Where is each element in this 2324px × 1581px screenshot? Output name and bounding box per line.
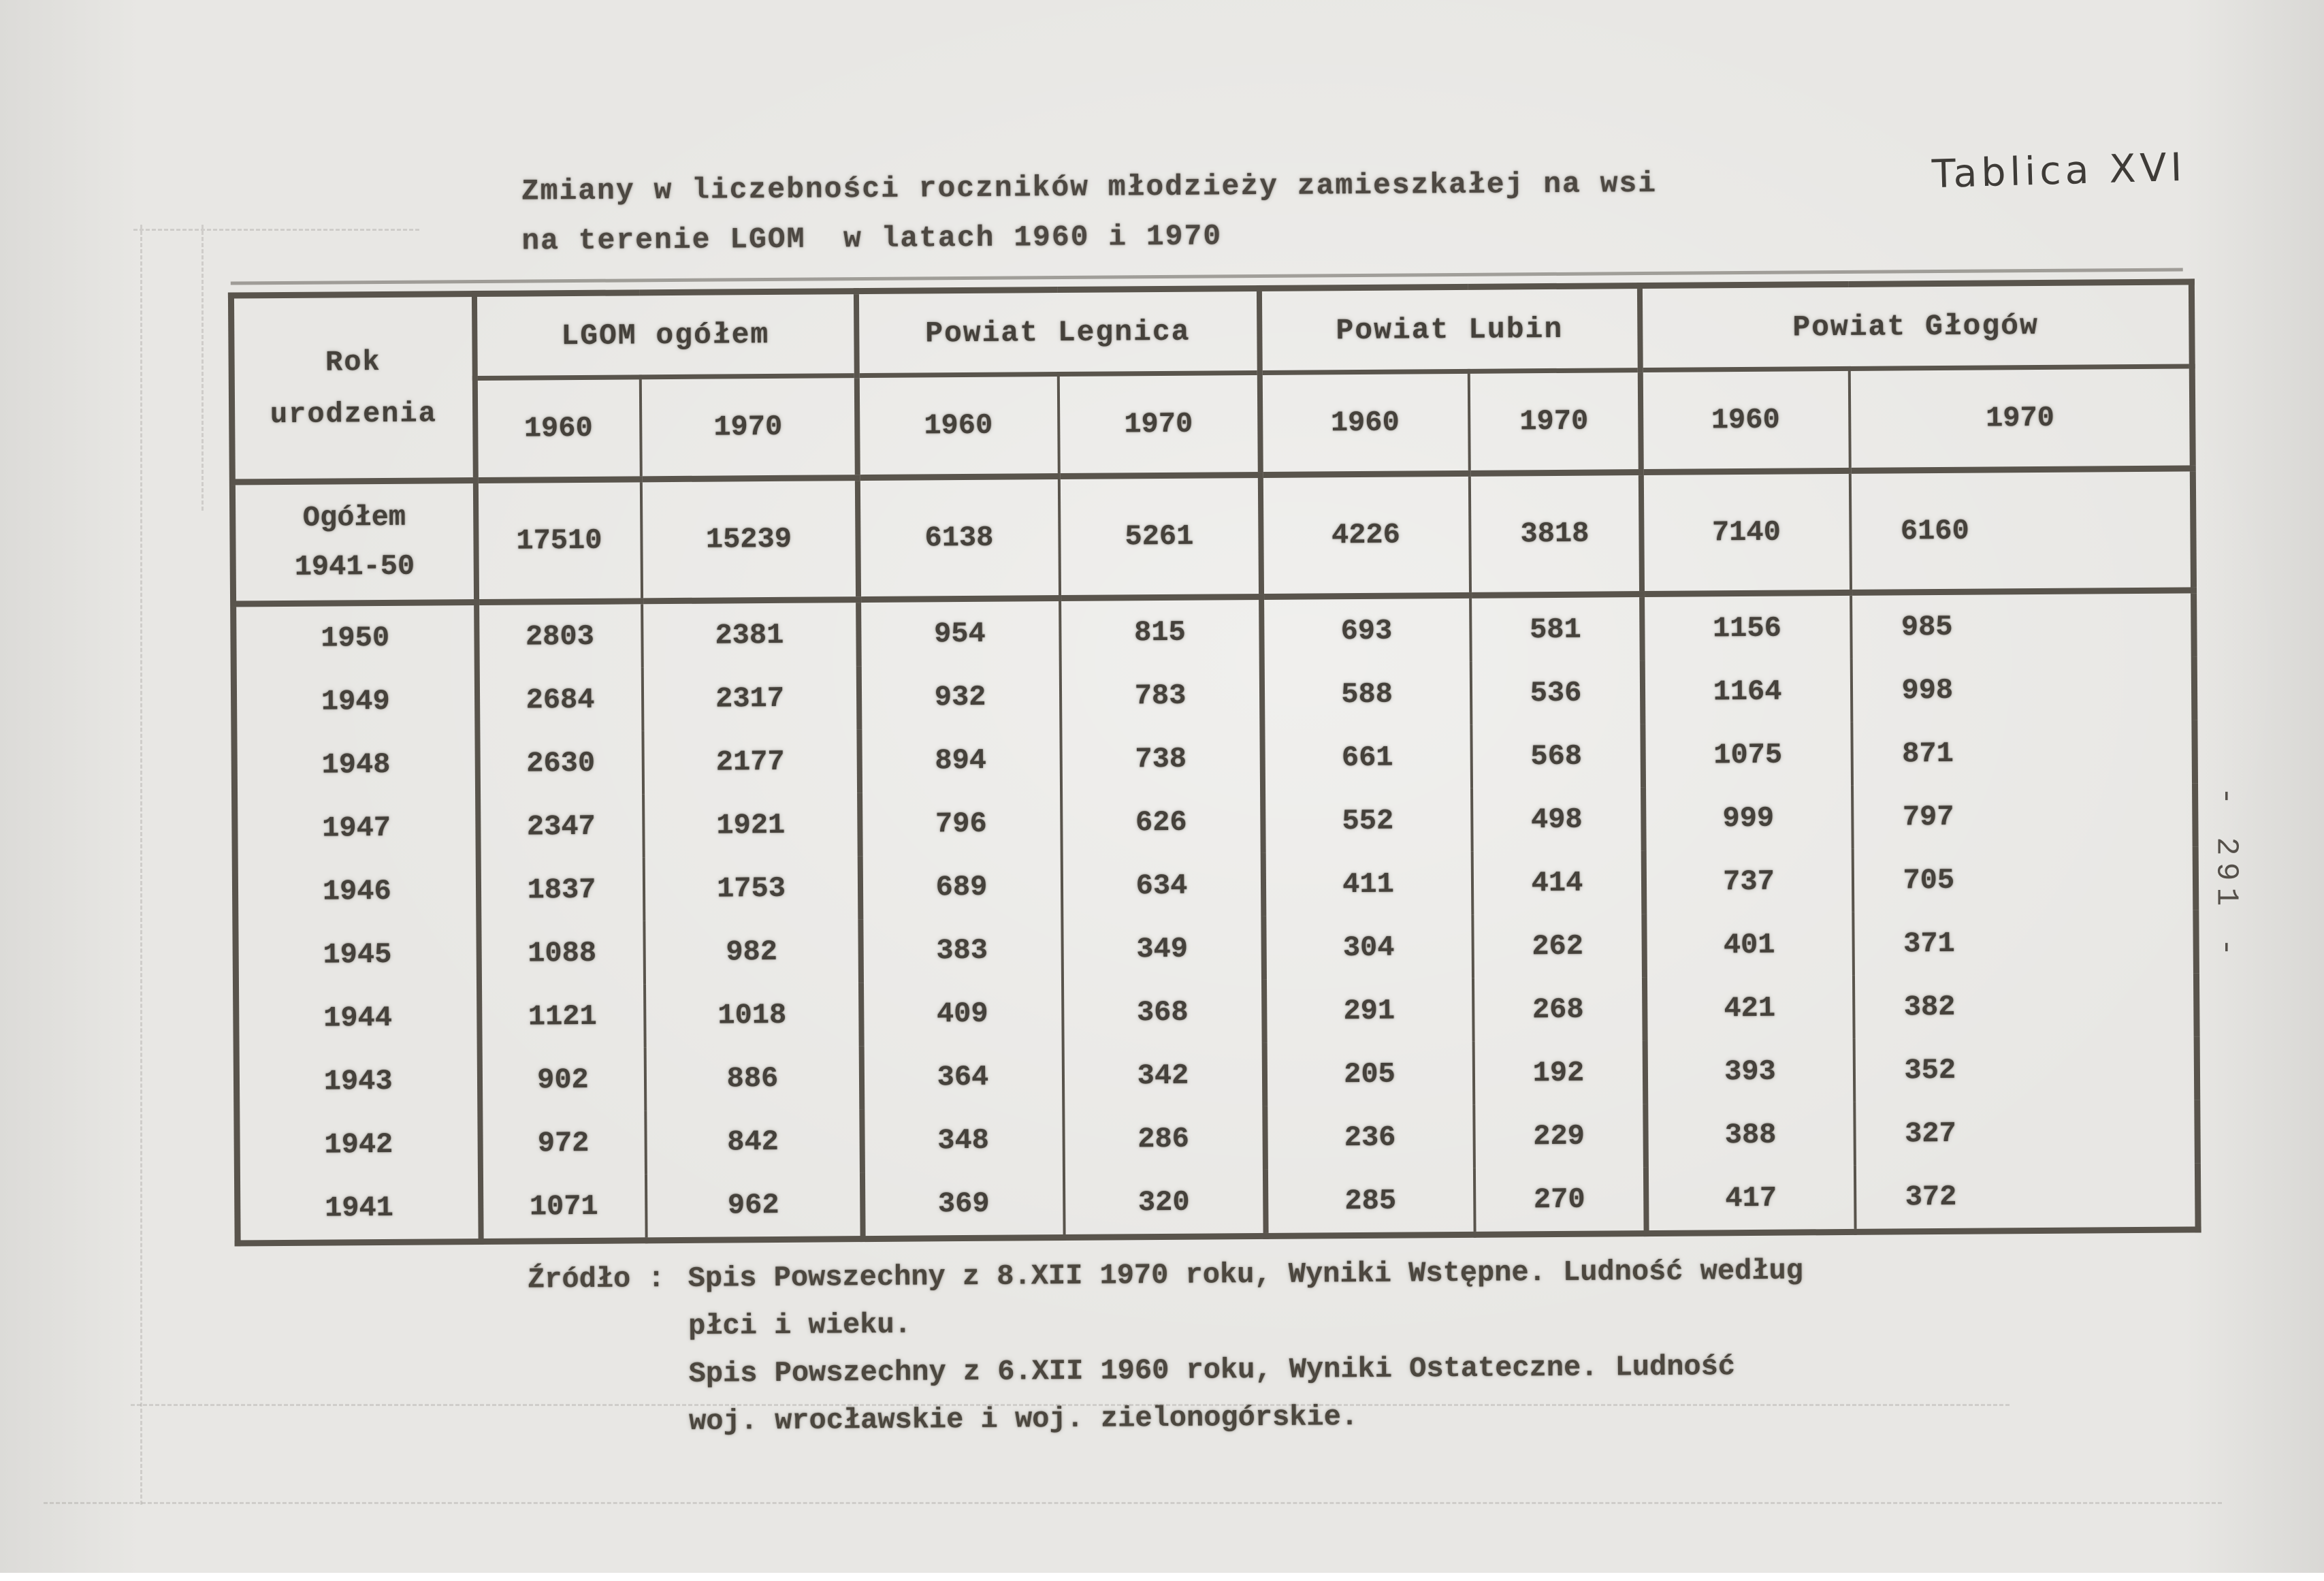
table-cell: 1071	[480, 1174, 646, 1241]
table-cell: 17510	[475, 479, 641, 603]
table-cell: 4226	[1260, 473, 1470, 596]
group-header-lubin: Powiat Lubin	[1259, 286, 1640, 373]
table-cell: 626	[1061, 790, 1263, 855]
table-cell: 1088	[479, 921, 645, 985]
table-cell: 401	[1644, 912, 1854, 977]
row-label: 1948	[234, 732, 478, 797]
title-line-2: na terenie LGOM w latach 1960 i 1970	[521, 219, 1223, 258]
source-prefix: Źródło :	[527, 1262, 665, 1296]
table-cell: 409	[861, 981, 1063, 1046]
table-cell: 236	[1265, 1105, 1474, 1170]
table-cell: 2317	[642, 666, 859, 731]
row-label: 1942	[237, 1112, 481, 1177]
table-cell: 2381	[642, 600, 859, 668]
table-cell: 1121	[479, 984, 645, 1049]
table-cell: 348	[862, 1108, 1064, 1172]
table-cell: 842	[645, 1109, 862, 1174]
row-label: 1941	[237, 1175, 481, 1243]
table-cell: 285	[1265, 1168, 1474, 1236]
year-header-row	[231, 366, 2193, 482]
table-cell: 1156	[1642, 592, 1852, 660]
table-cell: 568	[1471, 724, 1643, 788]
table-cell: 205	[1264, 1042, 1474, 1106]
table-cell: 737	[1643, 849, 1853, 914]
table-cell: 352	[1854, 1036, 2197, 1102]
table-cell: 417	[1645, 1166, 1855, 1234]
table-cell: 1921	[643, 793, 860, 857]
table-cell: 393	[1645, 1039, 1854, 1104]
row-label: 1945	[236, 922, 479, 987]
table-cell: 552	[1263, 788, 1472, 853]
source-line-2: płci i wieku.	[688, 1308, 911, 1343]
table-cell: 6138	[857, 477, 1059, 600]
group-header-legnica: Powiat Legnica	[856, 288, 1259, 375]
table-cell: 192	[1473, 1040, 1645, 1105]
tablica-label: Tablica XVI	[1931, 144, 2187, 197]
table-cell: 536	[1470, 660, 1643, 725]
table-cell: 304	[1263, 915, 1473, 980]
total-row-label	[232, 481, 476, 604]
table-cell: 2177	[643, 729, 860, 794]
table-cell: 382	[1853, 973, 2197, 1039]
table-cell: 797	[1852, 783, 2196, 849]
table-cell: 2630	[477, 731, 643, 795]
year-header: 1960	[856, 374, 1059, 478]
row-header	[231, 294, 475, 482]
row-label: 1949	[233, 669, 477, 733]
table-cell: 7140	[1641, 470, 1850, 594]
table-cell: 634	[1061, 853, 1263, 918]
table-cell: 693	[1261, 595, 1471, 663]
table-cell: 1018	[645, 983, 862, 1047]
year-header: 1970	[640, 376, 857, 479]
table-cell: 1753	[643, 856, 860, 921]
source-line-3: Spis Powszechny z 6.XII 1960 roku, Wyniki Ostateczne. Ludność	[688, 1350, 1736, 1390]
table-cell: 871	[1852, 720, 2195, 786]
table-cell: 286	[1063, 1106, 1265, 1171]
table-cell: 1075	[1643, 722, 1852, 787]
table-cell: 368	[1063, 980, 1265, 1044]
row-label: 1944	[236, 985, 480, 1050]
group-header-row	[231, 282, 2192, 380]
year-header: 1970	[1849, 366, 2193, 471]
table-cell: 783	[1060, 663, 1262, 728]
row-label: 1950	[233, 603, 477, 671]
table-cell: 3818	[1469, 473, 1641, 596]
table-cell: 998	[1851, 656, 2195, 722]
table-cell: 291	[1264, 978, 1474, 1043]
table-cell: 1164	[1642, 659, 1852, 724]
table-cell: 383	[860, 918, 1063, 983]
year-header: 1970	[1058, 372, 1260, 476]
table-cell: 268	[1473, 977, 1645, 1042]
table-cell: 414	[1472, 850, 1644, 915]
table-cell: 349	[1062, 916, 1264, 981]
year-header: 1970	[1468, 370, 1641, 474]
group-header-glogow: Powiat Głogów	[1639, 282, 2192, 370]
page-number: - 291 -	[2208, 786, 2244, 963]
table-cell: 588	[1261, 662, 1471, 726]
table-cell: 369	[862, 1171, 1064, 1239]
table-cell: 15239	[641, 478, 858, 601]
table-cell: 5261	[1059, 475, 1261, 598]
table-cell: 2803	[477, 601, 643, 669]
table-cell: 902	[479, 1047, 645, 1112]
table-cell: 954	[858, 598, 1061, 667]
table-cell: 932	[858, 665, 1061, 729]
table-cell: 999	[1643, 786, 1853, 850]
table-cell: 894	[859, 728, 1061, 793]
row-label: 1943	[236, 1049, 480, 1113]
group-header-lgom: LGOM ogółem	[474, 291, 856, 379]
table-cell: 421	[1645, 976, 1854, 1040]
table-cell: 661	[1262, 725, 1472, 790]
row-header-line-2: urodzenia	[270, 396, 437, 431]
table-cell: 689	[860, 855, 1062, 919]
table-cell: 411	[1263, 852, 1472, 916]
page-title	[521, 159, 1658, 266]
row-label: 1947	[235, 795, 479, 860]
table-cell: 388	[1645, 1102, 1855, 1167]
year-header: 1960	[474, 377, 641, 481]
table-cell: 6160	[1850, 468, 2193, 593]
year-header: 1960	[1259, 371, 1469, 475]
table-cell: 581	[1470, 594, 1643, 662]
table-cell: 815	[1060, 596, 1262, 665]
table-cell: 738	[1061, 726, 1263, 791]
total-label-line-1: Ogółem	[302, 500, 406, 534]
table-cell: 498	[1472, 787, 1644, 852]
table-cell: 270	[1474, 1167, 1646, 1234]
table-cell: 962	[645, 1172, 862, 1241]
source-line-1: Spis Powszechny z 8.XII 1970 roku, Wyniki Wstępne. Ludność według	[688, 1254, 1804, 1295]
source-lines	[688, 1247, 1804, 1445]
table-cell: 2347	[478, 794, 644, 859]
table-cell: 2684	[477, 667, 643, 732]
title-line-1: Zmiany w liczebności roczników młodzieży zamieszkałej na wsi	[521, 166, 1658, 208]
table-cell: 796	[860, 791, 1062, 856]
total-label-line-2: 1941-50	[294, 549, 415, 584]
row-label: 1946	[235, 859, 479, 923]
table-cell: 327	[1854, 1100, 2198, 1166]
total-row	[232, 468, 2193, 604]
table-cell: 371	[1853, 910, 2197, 976]
table-cell: 985	[1851, 590, 2195, 659]
year-header: 1960	[1640, 368, 1850, 472]
statistics-table	[228, 278, 2201, 1246]
table-cell: 342	[1063, 1043, 1265, 1108]
table-cell: 320	[1063, 1170, 1265, 1238]
table-cell: 1837	[478, 857, 644, 922]
table-cell: 229	[1474, 1104, 1646, 1168]
table-cell: 262	[1472, 914, 1645, 978]
row-header-line-1: Rok	[325, 345, 381, 379]
source-line-4: woj. wrocławskie i woj. zielonogórskie.	[688, 1401, 1359, 1438]
table-cell: 972	[480, 1111, 646, 1175]
table-cell: 705	[1852, 846, 2196, 912]
table-row-1941	[237, 1163, 2198, 1243]
table-cell: 372	[1854, 1163, 2198, 1232]
table-cell: 364	[861, 1044, 1063, 1109]
source-note	[528, 1247, 1805, 1446]
table-cell: 886	[645, 1046, 862, 1111]
table-cell: 982	[644, 919, 861, 984]
